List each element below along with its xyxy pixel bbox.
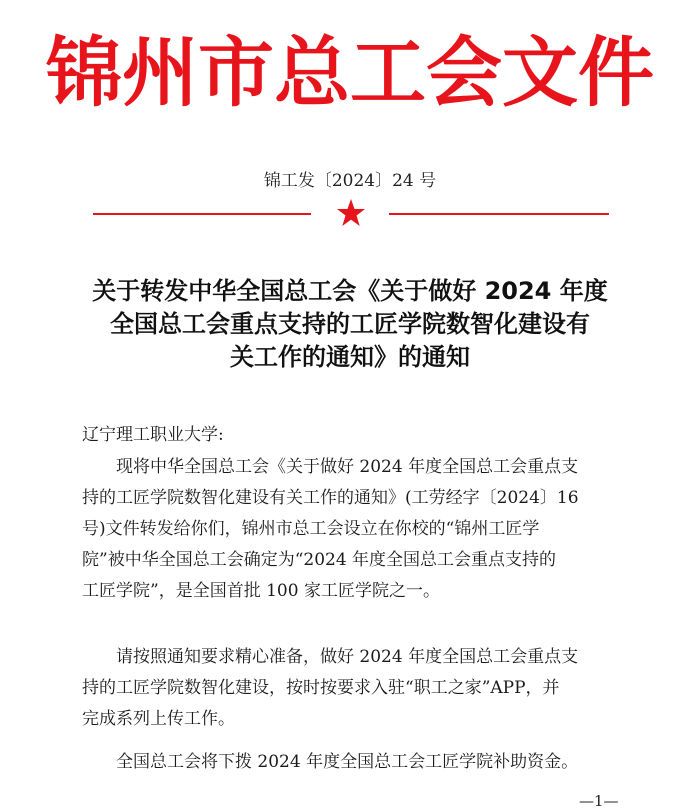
- document-title: [40, 275, 660, 374]
- paragraph-line: 全国总工会将下拨 2024 年度全国总工会工匠学院补助资金。: [116, 752, 579, 772]
- paragraph-line: 号)文件转发给你们，锦州市总工会设立在你校的“锦州工匠学: [82, 519, 540, 539]
- title-line: 关工作的通知》的通知: [230, 343, 470, 371]
- paragraph-line: 院”被中华全国总工会确定为“2024 年度全国总工会重点支持的: [82, 550, 557, 570]
- title-line: 关于转发中华全国总工会《关于做好 2024 年度: [92, 277, 608, 305]
- paragraph-line: 请按照通知要求精心准备，做好 2024 年度全国总工会重点支: [116, 647, 579, 667]
- document-number: 锦工发〔2024〕24 号: [263, 171, 437, 191]
- paragraph-line: 现将中华全国总工会《关于做好 2024 年度全国总工会重点支: [116, 457, 579, 477]
- body-paragraph: [82, 747, 627, 778]
- paragraph-line: 完成系列上传工作。: [82, 709, 235, 729]
- page-number: —1—: [579, 792, 619, 810]
- addressee: 辽宁理工职业大学:: [82, 425, 224, 445]
- paragraph-line: 工匠学院”，是全国首批 100 家工匠学院之一。: [82, 581, 440, 601]
- body-paragraph: [82, 642, 627, 735]
- red-divider-right: [389, 213, 609, 215]
- paragraph-line: 持的工匠学院数智化建设有关工作的通知》(工劳经字〔2024〕16: [82, 488, 579, 508]
- red-divider-left: [93, 213, 311, 215]
- paragraph-line: 持的工匠学院数智化建设，按时按要求入驻“职工之家”APP，并: [82, 678, 560, 698]
- title-line: 全国总工会重点支持的工匠学院数智化建设有: [110, 310, 590, 338]
- star-icon: [336, 195, 366, 231]
- masthead-title: 锦州市总工会文件: [46, 28, 654, 117]
- body-paragraph: [82, 452, 627, 607]
